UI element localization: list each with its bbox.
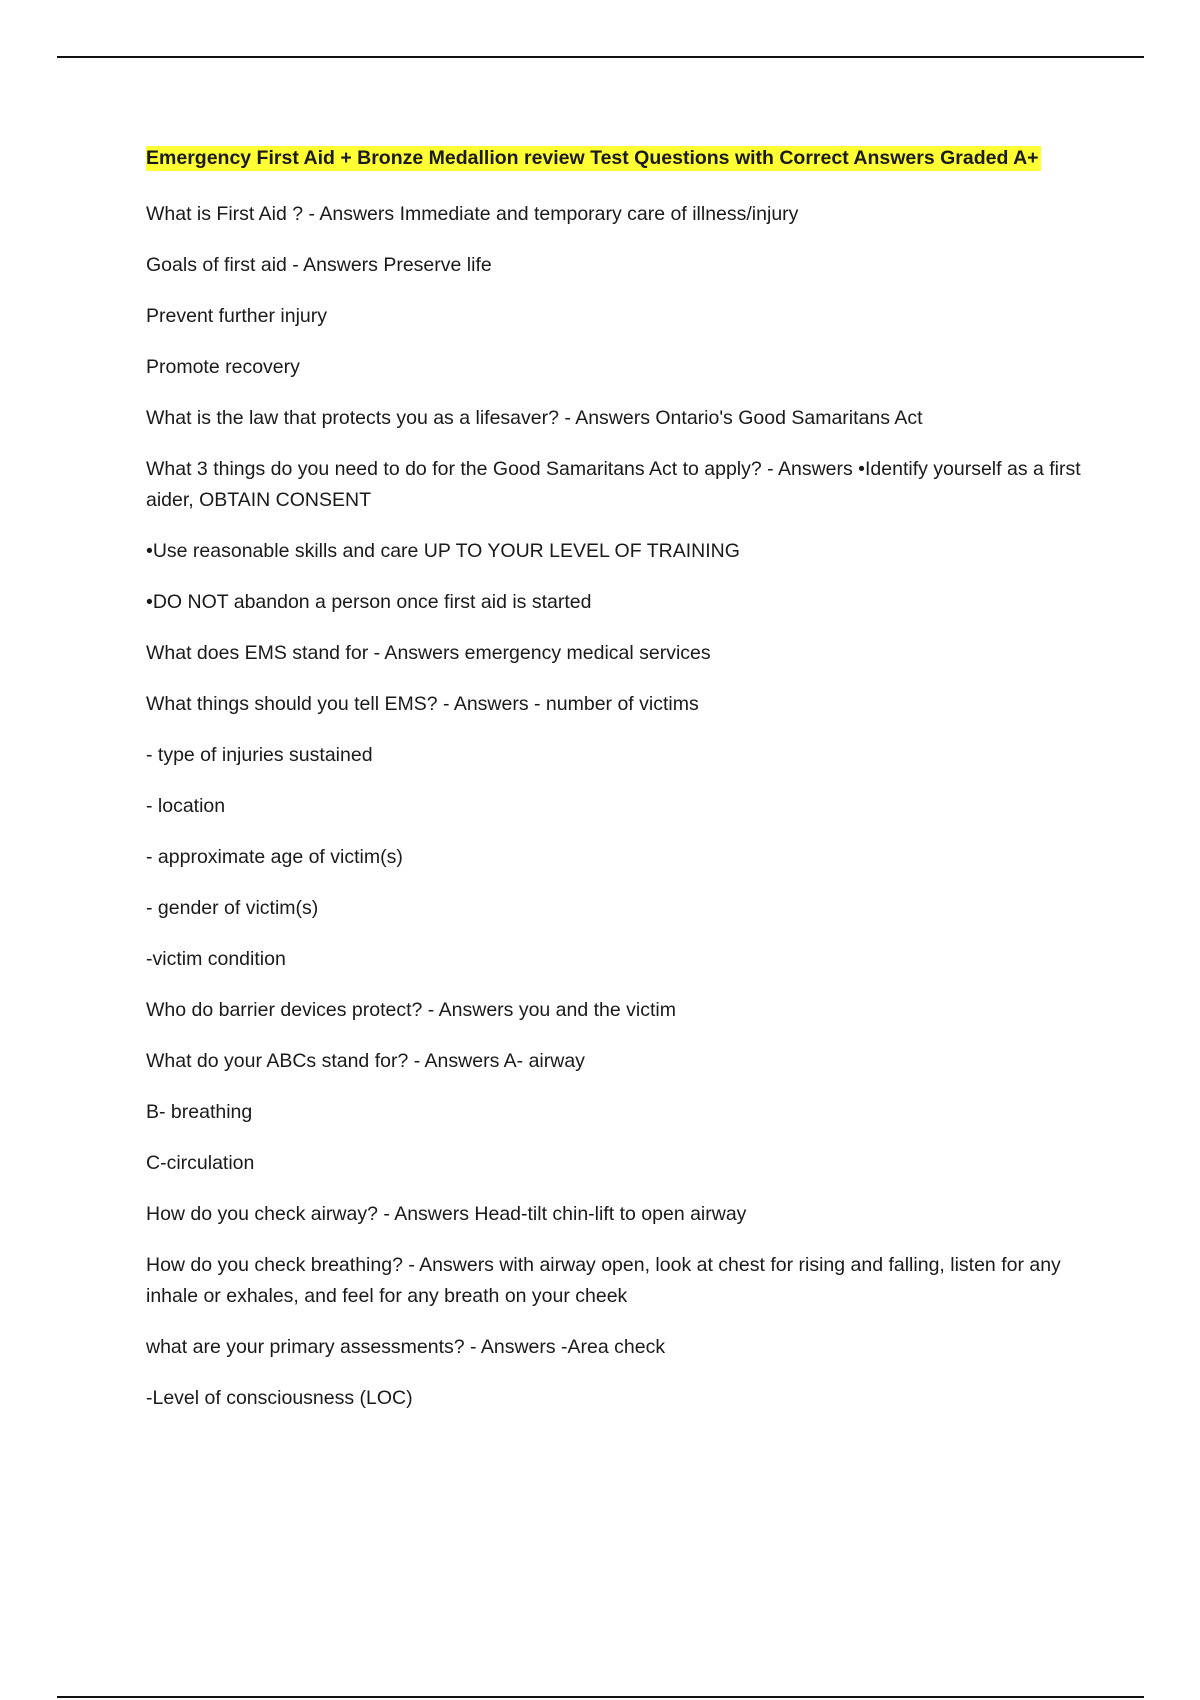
paragraph: What does EMS stand for - Answers emergency medical services xyxy=(146,642,711,664)
footer-rule xyxy=(57,1696,1144,1698)
paragraph: How do you check airway? - Answers Head-tilt chin-lift to open airway xyxy=(146,1203,747,1225)
paragraph: B- breathing xyxy=(146,1101,253,1123)
paragraph: what are your primary assessments? - Answers -Area check xyxy=(146,1336,666,1358)
paragraph: How do you check breathing? - Answers with airway open, look at chest for rising and falling, listen for any inhale or exhales, and feel for any breath on your cheek xyxy=(146,1254,1067,1307)
paragraph: Goals of first aid - Answers Preserve life xyxy=(146,254,492,276)
paragraph: -victim condition xyxy=(146,948,286,970)
paragraph: - approximate age of victim(s) xyxy=(146,846,403,868)
document-body xyxy=(146,144,1096,1434)
paragraph: C-circulation xyxy=(146,1152,255,1174)
paragraph: What do your ABCs stand for? - Answers A- airway xyxy=(146,1050,585,1072)
header-rule xyxy=(57,56,1144,58)
paragraph: What things should you tell EMS? - Answers - number of victims xyxy=(146,693,699,715)
paragraph: Promote recovery xyxy=(146,356,300,378)
document-title xyxy=(146,144,1096,172)
paragraph: What 3 things do you need to do for the Good Samaritans Act to apply? - Answers •Identify yourself as a first aider, OBTAIN CONSENT xyxy=(146,458,1087,511)
paragraph: Prevent further injury xyxy=(146,305,327,327)
highlighted-title-text: Emergency First Aid + Bronze Medallion review Test Questions with Correct Answers Graded A+ xyxy=(146,147,1039,169)
paragraph: Who do barrier devices protect? - Answers you and the victim xyxy=(146,999,676,1021)
paragraph: - gender of victim(s) xyxy=(146,897,319,919)
paragraph: -Level of consciousness (LOC) xyxy=(146,1387,413,1409)
paragraph: - location xyxy=(146,795,226,817)
paragraph: •Use reasonable skills and care UP TO YOUR LEVEL OF TRAINING xyxy=(146,540,740,562)
paragraph: •DO NOT abandon a person once first aid is started xyxy=(146,591,592,613)
paragraph: - type of injuries sustained xyxy=(146,744,373,766)
paragraph: What is the law that protects you as a lifesaver? - Answers Ontario's Good Samaritans Act xyxy=(146,407,923,429)
paragraph: What is First Aid ? - Answers Immediate and temporary care of illness/injury xyxy=(146,203,799,225)
